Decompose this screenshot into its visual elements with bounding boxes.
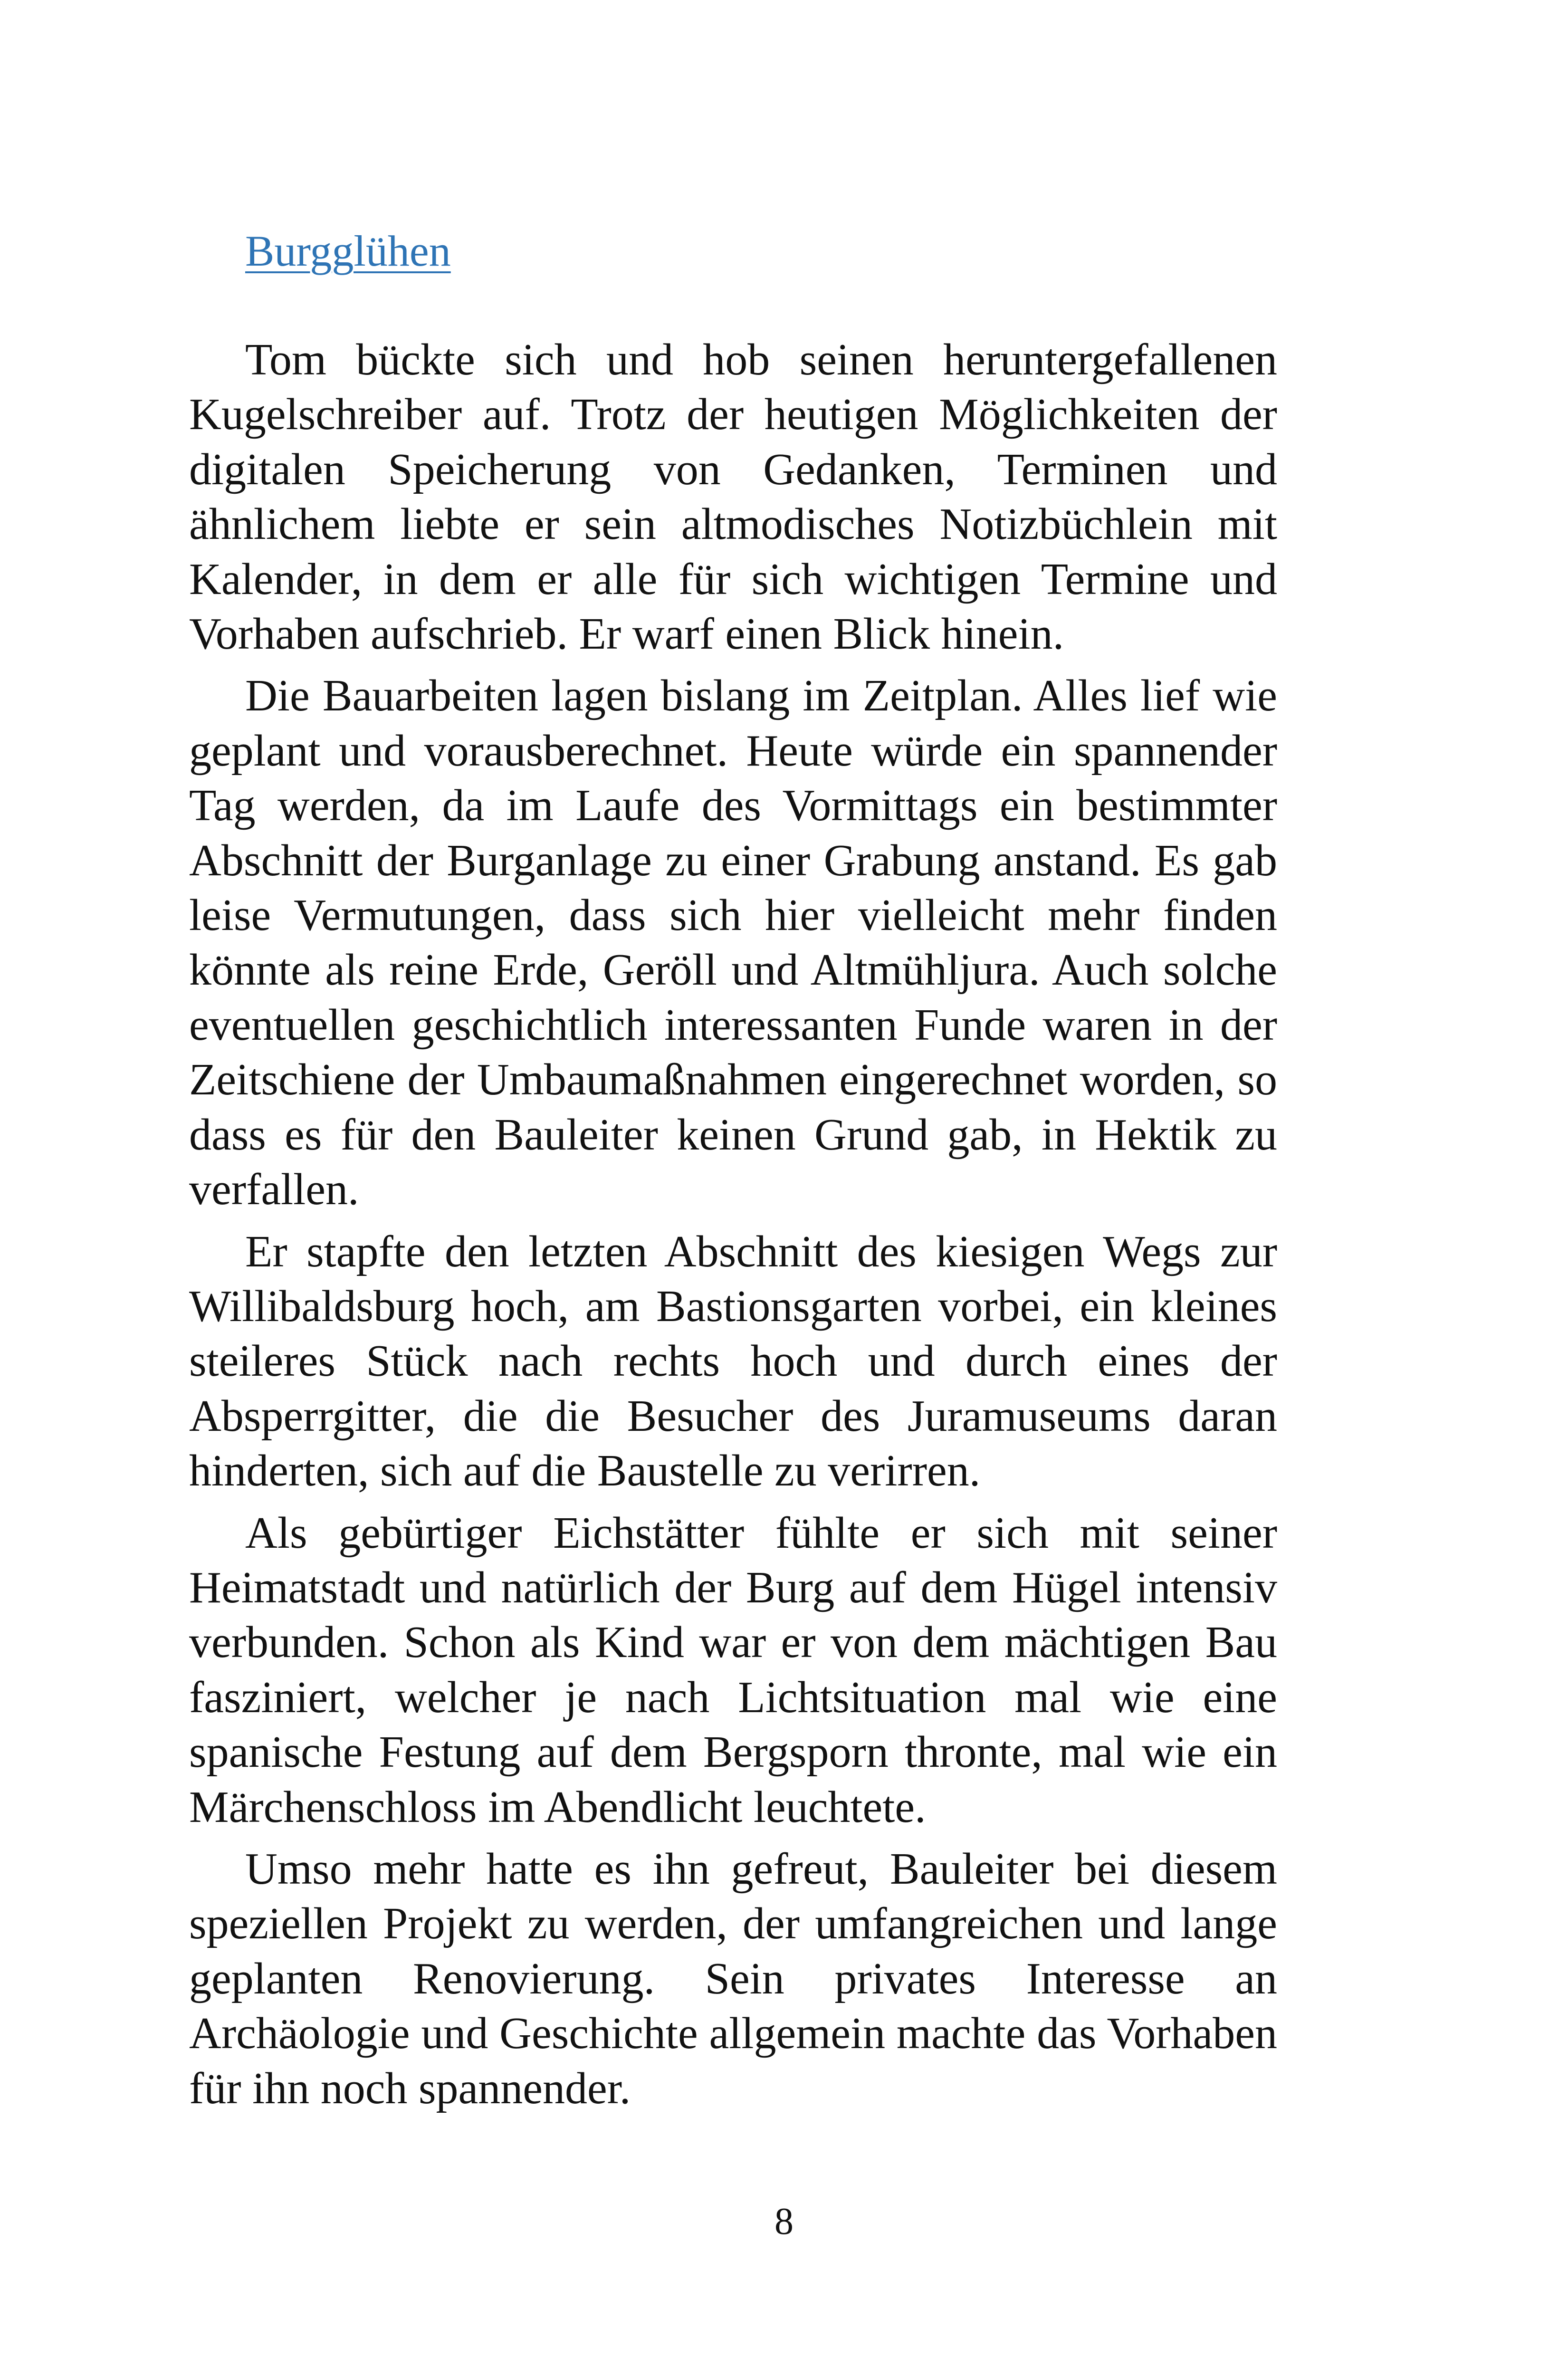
page-number: 8 <box>774 2201 794 2242</box>
body-text <box>189 333 1277 2116</box>
paragraph: Umso mehr hatte es ihn gefreut, Bauleiter bei diesem speziellen Projekt zu werden, der umfangreichen und lange geplanten Renovierung. Sein privates Interesse an Archäologie und Geschichte allgemein machte das Vorhaben für ihn noch spannender. <box>189 1844 1277 2113</box>
paragraph: Er stapfte den letzten Abschnitt des kiesigen Wegs zur Willibaldsburg hoch, am Bastionsgarten vorbei, ein kleines steileres Stück nach rechts hoch und durch eines der Absperrgitter, die die Besucher des Juramuseums daran hinderten, sich auf die Baustelle zu verirren. <box>189 1226 1277 1496</box>
chapter-title-link[interactable]: Burgglühen <box>245 227 451 275</box>
paragraph: Tom bückte sich und hob seinen heruntergefallenen Kugelschreiber auf. Trotz der heutigen Möglichkeiten der digitalen Speicherung von Gedanken, Terminen und ähnlichem liebte er sein altmodisches Notizbüchlein mit Kalender, in dem er alle für sich wichtigen Termine und Vorhaben aufschrieb. Er warf einen Blick hinein. <box>189 335 1277 659</box>
paragraph: Als gebürtiger Eichstätter fühlte er sich mit seiner Heimatstadt und natürlich der Burg auf dem Hügel intensiv verbunden. Schon als Kind war er von dem mächtigen Bau fasziniert, welcher je nach Lichtsituation mal wie eine spanische Festung auf dem Bergsporn thronte, mal wie ein Märchenschloss im Abendlicht leuchtete. <box>189 1508 1277 1832</box>
paragraph: Die Bauarbeiten lagen bislang im Zeitplan. Alles lief wie geplant und vorausberechnet. Heute würde ein spannender Tag werden, da im Laufe des Vormittags ein bestimmter Abschnitt der Burganlage zu einer Grabung anstand. Es gab leise Vermutungen, dass sich hier vielleicht mehr finden könnte als reine Erde, Geröll und Altmühljura. Auch solche eventuellen geschichtlich interessanten Funde waren in der Zeitschiene der Umbaumaßnahmen eingerechnet worden, so dass es für den Bauleiter keinen Grund gab, in Hektik zu verfallen. <box>189 671 1277 1215</box>
